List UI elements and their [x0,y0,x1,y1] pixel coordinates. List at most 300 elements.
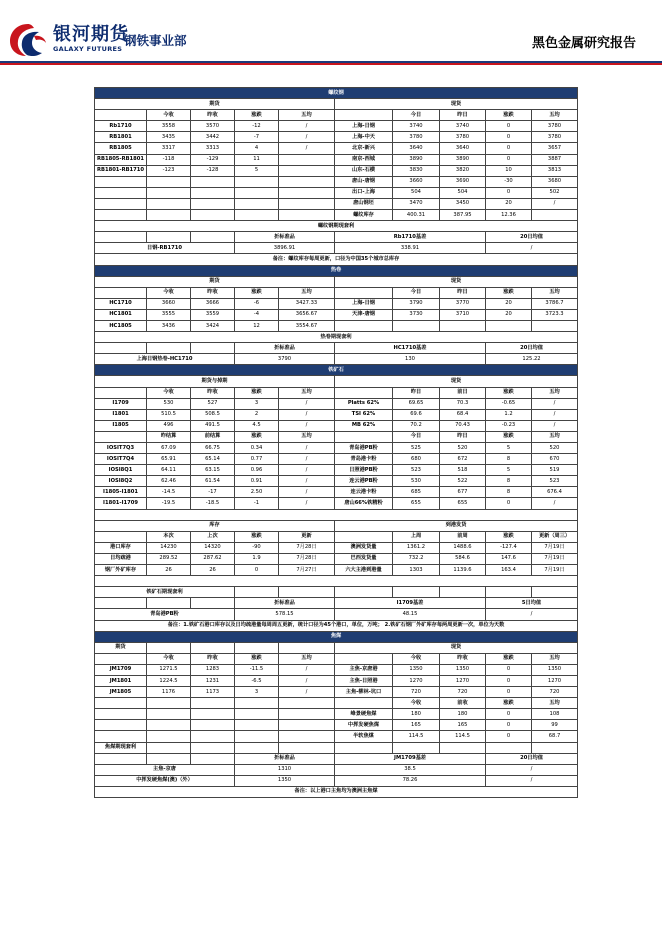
empty-cell [191,720,235,731]
basis-title-row [95,587,578,598]
empty-cell [147,210,191,221]
section-title-row [95,365,578,376]
empty-cell [147,232,191,243]
empty-cell [95,653,147,664]
empty-cell [279,176,335,187]
empty-cell [393,742,440,753]
spacer-row [95,509,578,520]
empty-cell [147,742,191,753]
table-cell [279,165,335,176]
table-cell: 5 [235,165,279,176]
table-cell: 0 [486,664,532,675]
table-cell: 0 [486,687,532,698]
table-cell: 0 [486,498,532,509]
basis-row [95,775,578,786]
column-header: 昨收 [440,653,486,664]
table-cell: RB1801 [95,132,147,143]
table-cell: 670 [532,454,578,465]
group-header-row [95,276,578,287]
column-header: 今收 [147,110,191,121]
table-cell: HC1801 [95,309,147,320]
empty-cell [235,731,279,742]
table-cell: 0.91 [235,476,279,487]
spacer-cell [95,576,578,587]
spacer-cell [95,509,578,520]
table-cell: 5 [486,443,532,454]
table-cell: 0 [486,121,532,132]
table-cell: MB 62% [335,420,393,431]
table-cell: IOSI8Q1 [95,465,147,476]
table-cell: 3820 [440,165,486,176]
note: 备注：螺纹库存每周更新，口径为中国35个城市总库存 [95,254,578,265]
table-cell: 584.6 [440,553,486,564]
table-cell: / [279,121,335,132]
group-header: 期货与掉期 [95,376,335,387]
table-row [95,542,578,553]
table-cell: 0 [486,154,532,165]
table-cell: 主焦-京唐港 [335,664,393,675]
table-cell: -14.5 [147,487,191,498]
table-cell: 1271.5 [147,664,191,675]
empty-cell [95,720,147,731]
table-cell: / [279,476,335,487]
table-cell: 3896.91 [235,243,335,254]
table-cell: 387.95 [440,210,486,221]
table-cell: 70.3 [440,398,486,409]
column-header-row [95,110,578,121]
table-cell: 螺纹库存 [335,210,393,221]
empty-cell [191,176,235,187]
table-cell: -30 [486,176,532,187]
table-row [95,154,578,165]
empty-cell [95,187,147,198]
empty-cell [279,210,335,221]
column-header: 涨跌 [486,431,532,442]
basis-row [95,764,578,775]
table-cell: -4 [235,309,279,320]
table-cell: 7月19日 [532,565,578,576]
empty-cell [440,587,486,598]
table-cell: 496 [147,420,191,431]
table-row [95,198,578,209]
column-header: 涨跌 [235,531,279,542]
table-cell: 3740 [440,121,486,132]
table-cell: 289.52 [147,553,191,564]
column-header: 折标准品 [235,232,335,243]
empty-cell [147,709,191,720]
table-cell: 3660 [147,298,191,309]
table-cell: 青岛港PB粉 [335,443,393,454]
table-cell [532,320,578,331]
basis-header-row [95,598,578,609]
table-cell: -129 [191,154,235,165]
column-header-row [95,431,578,442]
table-cell: 530 [393,476,440,487]
table-cell: 525 [393,443,440,454]
table-cell: 0.77 [235,454,279,465]
column-header: 五均 [279,431,335,442]
group-header: 现货 [335,376,578,387]
column-header: 涨跌 [486,287,532,298]
empty-cell [335,587,393,598]
table-cell: 578.15 [235,609,335,620]
empty-cell [279,709,335,720]
table-cell: 38.5 [335,764,486,775]
table-cell: 68.7 [532,731,578,742]
table-row [95,187,578,198]
table-cell: 677 [440,487,486,498]
column-header: 涨跌 [486,531,532,542]
table-cell: 287.62 [191,553,235,564]
empty-cell [235,720,279,731]
column-header: 今收 [147,387,191,398]
table-cell: I1805 [95,420,147,431]
table-cell: 10 [486,165,532,176]
column-header: 折标准品 [235,598,335,609]
galaxy-logo-icon [8,22,48,58]
table-cell: 61.54 [191,476,235,487]
table-row [95,565,578,576]
table-cell: 65.91 [147,454,191,465]
section-title-hrc: 热卷 [95,265,578,276]
table-cell: 1350 [393,664,440,675]
empty-cell [440,742,486,753]
column-header-row [95,653,578,664]
table-cell: 3313 [191,143,235,154]
group-header: 到港发货 [335,520,578,531]
empty-cell [335,531,393,542]
column-header: 今收 [393,653,440,664]
table-cell: / [279,454,335,465]
empty-cell [335,431,393,442]
table-cell: 0 [486,720,532,731]
table-cell: / [279,420,335,431]
empty-cell [191,598,235,609]
column-header: 昨收 [191,653,235,664]
table-cell: 69.6 [393,409,440,420]
table-row [95,720,578,731]
table-cell: TSI 62% [335,409,393,420]
empty-cell [95,709,147,720]
table-cell: 655 [440,498,486,509]
table-cell: 3740 [393,121,440,132]
table-cell: 1270 [532,675,578,686]
empty-cell [393,587,440,598]
table-cell [335,320,393,331]
table-cell: 峰景硬焦煤 [335,709,393,720]
table-cell: 北京-新兴 [335,143,393,154]
table-cell: 1270 [440,675,486,686]
table-cell: -127.4 [486,542,532,553]
column-header: 昨日 [393,387,440,398]
table-cell: 180 [440,709,486,720]
note-row [95,620,578,631]
table-cell: -7 [235,132,279,143]
table-cell: 7月27日 [279,565,335,576]
basis-header-row [95,343,578,354]
group-header: 库存 [95,520,335,531]
table-cell [279,154,335,165]
table-cell: -1 [235,498,279,509]
table-cell: -19.5 [147,498,191,509]
column-header: 上次 [191,531,235,542]
table-cell: 165 [393,720,440,731]
table-cell: 1139.6 [440,565,486,576]
table-cell: 504 [440,187,486,198]
note: 备注：1.铁矿石港口库存以及日均疏港量每周周五更新，统计口径为45个港口，单位，万吨； 2.铁矿石钢厂外矿库存每两周更新一次，单位为天数 [95,620,578,631]
table-cell: -17 [191,487,235,498]
column-header: 涨跌 [235,287,279,298]
section-title-row [95,631,578,642]
empty-cell [235,587,279,598]
empty-cell [335,742,393,753]
brand-name-cn: 银河期货 [53,24,129,45]
table-row [95,132,578,143]
table-row [95,709,578,720]
table-cell: -0.65 [486,398,532,409]
empty-cell [95,753,147,764]
empty-cell [95,598,147,609]
empty-cell [279,642,335,653]
group-header: 现货 [335,642,578,653]
table-cell: RB1805 [95,143,147,154]
table-cell: 0 [486,709,532,720]
empty-cell [335,387,393,398]
table-cell: 3554.67 [279,320,335,331]
section-title-iron-ore: 铁矿石 [95,365,578,376]
table-cell: / [532,420,578,431]
table-cell: 66.75 [191,443,235,454]
column-header: 今日 [393,110,440,121]
table-cell: 连云港卡粉 [335,487,393,498]
column-header-row [95,387,578,398]
table-cell: 2.50 [235,487,279,498]
group-header-row [95,642,578,653]
table-cell: 3770 [440,298,486,309]
table-cell: 巴西发货量 [335,553,393,564]
table-row [95,476,578,487]
group-header-row [95,520,578,531]
table-cell: -18.5 [191,498,235,509]
table-cell: 上海日钢热卷-HC1710 [95,354,235,365]
table-cell: 3656.67 [279,309,335,320]
table-cell: 1303 [393,565,440,576]
table-cell: 8 [486,487,532,498]
basis-title-row [95,332,578,343]
empty-cell [191,709,235,720]
basis-header-row [95,753,578,764]
table-cell: / [279,398,335,409]
table-cell: 1.9 [235,553,279,564]
table-cell: 3640 [393,143,440,154]
table-cell: -0.23 [486,420,532,431]
table-cell: 3780 [532,132,578,143]
empty-cell [532,587,578,598]
column-header: 五均 [279,110,335,121]
group-header: 现货 [335,276,578,287]
empty-cell [335,110,393,121]
table-row [95,409,578,420]
price-tables [94,87,577,798]
table-cell: 147.6 [486,553,532,564]
column-header: 涨跌 [235,387,279,398]
table-cell: I1805-I1801 [95,487,147,498]
table-cell: 3 [235,687,279,698]
spacer-row [95,576,578,587]
table-cell: 1270 [393,675,440,686]
table-cell: 1173 [191,687,235,698]
table-cell: / [532,498,578,509]
table-cell: 125.22 [486,354,578,365]
table-cell [532,210,578,221]
table-cell: 63.15 [191,465,235,476]
empty-cell [235,698,279,709]
table-cell: HC1710 [95,298,147,309]
column-header: 上周 [393,531,440,542]
note-row [95,786,578,797]
basis-header-row [95,232,578,243]
table-cell: 2 [235,409,279,420]
table-cell: 1283 [191,664,235,675]
column-header: 涨跌 [486,653,532,664]
table-cell: 0.34 [235,443,279,454]
table-row [95,165,578,176]
column-header: HC1710基差 [335,343,486,354]
table-cell: 1310 [235,764,335,775]
empty-cell [335,653,393,664]
table-cell: 400.31 [393,210,440,221]
table-cell: 3555 [147,309,191,320]
column-header: 20日均值 [486,232,578,243]
empty-cell [235,198,279,209]
table-cell: 主焦-日照港 [335,675,393,686]
table-cell: 3442 [191,132,235,143]
group-header-row [95,376,578,387]
table-cell: 1231 [191,675,235,686]
empty-cell [279,698,335,709]
table-cell: 3435 [147,132,191,143]
table-cell: IOSIT7Q3 [95,443,147,454]
empty-cell [147,753,191,764]
table-cell: 3887 [532,154,578,165]
table-cell: 南京-西城 [335,154,393,165]
table-cell: 3317 [147,143,191,154]
table-cell: 中挥发硬焦煤(澳)（外） [95,775,235,786]
basis-title: 焦煤期现套利 [95,742,147,753]
column-header: 20日均值 [486,343,578,354]
table-cell: 4 [235,143,279,154]
table-cell: 67.09 [147,443,191,454]
table-cell: 520 [440,443,486,454]
table-cell: 523 [393,465,440,476]
table-cell: 3424 [191,320,235,331]
table-cell: 114.5 [393,731,440,742]
table-cell: 510.5 [147,409,191,420]
empty-cell [95,176,147,187]
basis-row [95,243,578,254]
column-header: 昨日 [440,110,486,121]
column-header: 今日 [393,287,440,298]
empty-cell [95,431,147,442]
empty-cell [279,742,335,753]
table-cell: 主焦-京唐 [95,764,235,775]
table-cell: RB1805-RB1801 [95,154,147,165]
table-cell: 3436 [147,320,191,331]
empty-cell [95,232,147,243]
empty-cell [191,753,235,764]
table-cell: Platts 62% [335,398,393,409]
empty-cell [147,176,191,187]
empty-cell [279,187,335,198]
table-body [95,88,578,798]
brand-name-en: GALAXY FUTURES [53,45,123,53]
table-cell: 720 [393,687,440,698]
column-header: 更新 [279,531,335,542]
basis-title: 螺纹钢期现套利 [95,221,578,232]
table-cell: 78.26 [335,775,486,786]
table-cell: 7月19日 [532,553,578,564]
column-header: 前收 [440,698,486,709]
empty-cell [95,731,147,742]
table-cell: 青岛港PB粉 [95,609,235,620]
table-row [95,675,578,686]
table-cell: / [486,764,578,775]
table-cell: 732.2 [393,553,440,564]
table-cell: 8 [486,454,532,465]
column-header: 折标准品 [235,343,335,354]
table-cell: 48.15 [335,609,486,620]
column-header: 昨收 [191,110,235,121]
table-cell: IOSI8Q2 [95,476,147,487]
group-header: 期货 [95,276,335,287]
column-header-row [95,531,578,542]
brand [53,25,129,54]
table-cell: 519 [532,465,578,476]
basis-title: 热卷期现套利 [95,332,578,343]
table-cell: 1361.2 [393,542,440,553]
table-cell: 12 [235,320,279,331]
empty-cell [95,531,147,542]
table-cell: JM1805 [95,687,147,698]
table-row [95,298,578,309]
table-cell: 3890 [440,154,486,165]
empty-cell [95,110,147,121]
table-cell: -90 [235,542,279,553]
table-row [95,121,578,132]
table-cell: I1709 [95,398,147,409]
column-header: 今收 [393,698,440,709]
column-header: 涨跌 [486,698,532,709]
table-row [95,176,578,187]
table-row [95,687,578,698]
table-cell: 7月28日 [279,553,335,564]
table-cell: 180 [393,709,440,720]
empty-cell [235,642,279,653]
table-cell: JM1801 [95,675,147,686]
column-header: 昨结算 [147,431,191,442]
column-header: 本次 [147,531,191,542]
table-cell: / [486,775,578,786]
table-cell: 62.46 [147,476,191,487]
table-cell: 3570 [191,121,235,132]
table-cell: 1176 [147,687,191,698]
column-header: 折标准品 [235,753,335,764]
table-row [95,487,578,498]
empty-cell [235,210,279,221]
table-cell: 527 [191,398,235,409]
table-cell: 20 [486,309,532,320]
table-cell: 3710 [440,309,486,320]
